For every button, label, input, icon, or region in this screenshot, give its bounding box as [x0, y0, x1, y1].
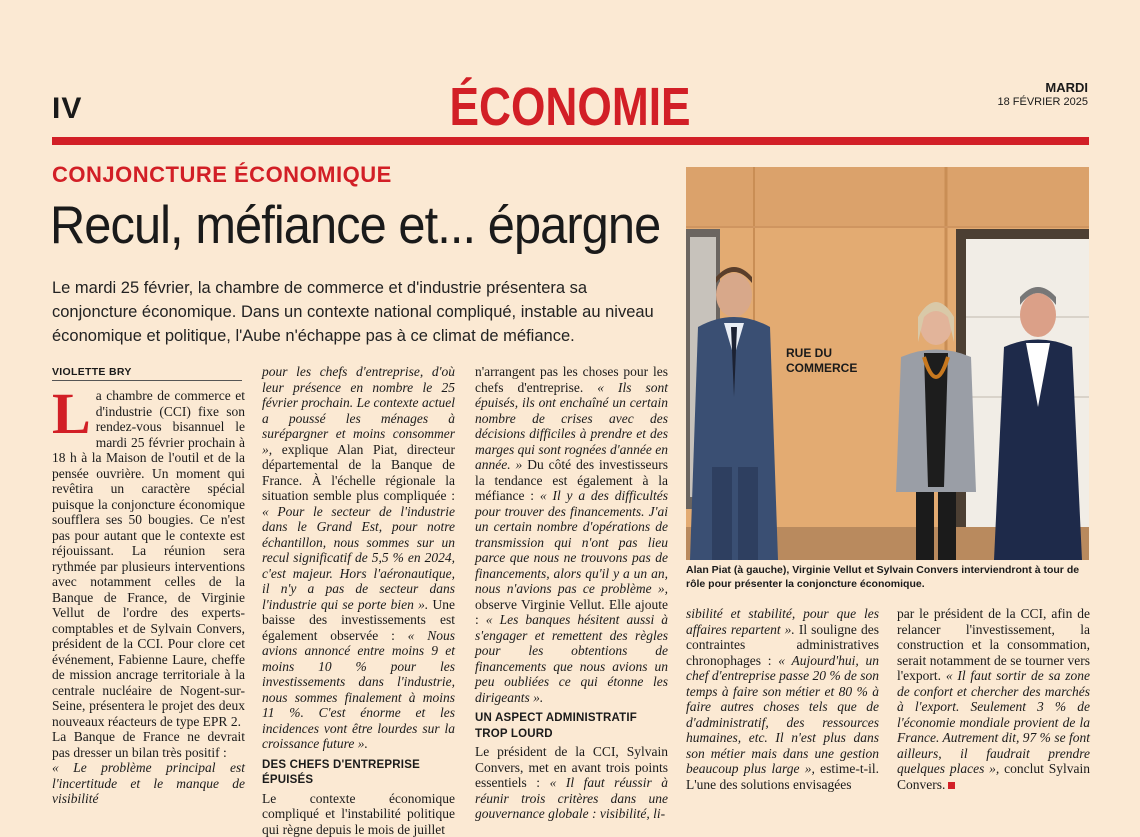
column-2-text-b: explique Alan Piat, directeur départemental de la Banque de France. À l'échelle régionale la situation semble plus compliquée : [262, 441, 455, 503]
end-mark-icon [948, 782, 955, 789]
column-5-text-a: par le président de la CCI, afin de relancer l'investissement, la construction et la consommation, serait notamment de se tourner vers l'export. [897, 606, 1090, 683]
article-photo [686, 167, 1089, 560]
column-2-quote-e: « Nous avions annoncé entre moins 9 et moins 10 % pour les investissements dans l'industrie, nous sommes finalement à moins 11 %. C'est énorme et les incidences vont être lourdes sur la croissance future ». [262, 627, 455, 751]
article-column-1 [52, 381, 245, 806]
article-column-5 [897, 606, 1090, 792]
column-5-quote-b: « Il faut sortir de sa zone de confort et chercher des marchés à l'export. Seulement 3 % de l'économie mondiale provient de la France. Autrement dit, 97 % se font ailleurs, il faudrait prendre quelques places », [897, 668, 1090, 776]
drop-cap: L [52, 381, 91, 446]
dateline-date: 18 FÉVRIER 2025 [997, 96, 1088, 108]
column-3-text-g: Le président de la CCI, Sylvain Convers, met en avant trois points essentiels : [475, 744, 668, 790]
column-3-quote-d: « Il y a des difficultés pour trouver des financements. J'ai un certain nombre d'opérations de transmission qui n'ont pas lieu parce que nous ne trouvons pas de financements, alors qu'il y a un an, nous n'avions pas ce problème », [475, 488, 668, 596]
column-2-quote-c: « Pour le secteur de l'industrie dans le Grand Est, pour notre échantillon, nous sommes sur un recul significatif de 5,5 % en 2024, c'est majeur. Hors l'aéronautique, il n'y a pas de secteur dans l'industrie qui se porte bien ». [262, 503, 455, 612]
article-kicker: CONJONCTURE ÉCONOMIQUE [52, 162, 392, 187]
sign-line-2: COMMERCE [786, 361, 858, 375]
column-3-text-e: observe Virginie Vellut. Elle ajoute : [475, 596, 668, 627]
photo-illustration [686, 167, 1089, 560]
column-1-text: a chambre de commerce et d'industrie (CCI) fixe son rendez-vous bisannuel le mardi 25 février prochain à 18 h à la Maison de l'outil et de la pensée ouvrière. Un moment qui revêtira un caractère spécial puisque la conjoncture économique soufflera ses 50 bougies. Ce n'est pas pour autant que le contexte est réjouissant. La réunion sera rythmée par plusieurs interventions avec notamment celles de la Banque de France, de Virginie Vellut de l'ordre des experts-comptables et de Sylvain Convers, président de la CCI. Pour clore cet événement, Fabienne Laure, cheffe de mission ancrage territoriale à la centrale nucléaire de Nogent-sur-Seine, présentera le projet des deux nouveaux réacteurs de type EPR 2. [52, 388, 245, 729]
section-rule [52, 137, 1089, 145]
column-3-text-c: Du côté des investisseurs la tendance est également à la méfiance : [475, 457, 668, 503]
column-3-quote-b: « Ils sont épuisés, ils ont enchaîné un certain nombre de crises avec des décisions difficiles à prendre et des marges qui sont rognées d'année en année. » [475, 379, 668, 472]
article-column-4 [686, 606, 880, 792]
column-4-text-b: Il souligne des contraintes administratives chronophages : [686, 621, 879, 668]
column-5-text-c: conclut Sylvain Convers. [897, 761, 1090, 792]
article-column-2 [262, 364, 455, 837]
dateline [998, 80, 1089, 110]
column-1-quote: « Le problème principal est l'incertitude et le manque de visibilité [52, 760, 245, 806]
column-1-text-b: La Banque de France ne devrait pas dresser un bilan très positif : [52, 729, 245, 760]
article-headline: Recul, méfiance et... épargne [50, 196, 661, 255]
subhead-aspect-administratif: UN ASPECT ADMINISTRATIF TROP LOURD [475, 712, 637, 740]
article-column-3 [475, 364, 668, 821]
column-2-text-f: Le contexte économique compliqué et l'instabilité politique qui règne depuis le mois de juillet [262, 790, 455, 837]
column-3-text-a: n'arrangent pas les choses pour les chefs d'entreprise. [475, 364, 668, 395]
page-number: IV [52, 92, 83, 125]
photo-caption: Alan Piat (à gauche), Virginie Vellut et Sylvain Convers interviendront à tour de rôle pour présenter la conjoncture économique. [686, 564, 1080, 590]
byline: VIOLETTE BRY [52, 366, 132, 378]
column-2-quote-a: pour les chefs d'entreprise, d'où leur présence en nombre le 25 février prochain. Le contexte actuel a poussé les ménages à surépargner et moins consommer », [262, 364, 455, 457]
section-title: ÉCONOMIE [449, 77, 691, 137]
sign-line-1: RUE DU [786, 346, 833, 360]
dateline-day: MARDI [1045, 80, 1088, 95]
column-4-quote-c: « Aujourd'hui, un chef d'entreprise passe 20 % de son temps à faire son métier et 80 % à faire autres choses tels que de d'administratif, des ressources humaines, etc. Il n'est plus dans son métier mais dans une gestion beaucoup plus large », [686, 652, 879, 776]
column-2-text-d: Une baisse des investissements est également observée : [262, 596, 455, 643]
column-3-quote-h: « Il faut réussir à réunir trois critères dans une gouvernance globale : visibilité, li- [475, 775, 668, 821]
column-3-quote-f: « Les banques hésitent aussi à s'engager et remettent des règles pour les obtentions de financements que nous avions un peu oubliées ce qui étonne les dirigeants ». [475, 612, 668, 705]
column-4-quote-a: sibilité et stabilité, pour que les affaires repartent ». [686, 606, 879, 637]
subhead-chefs-epuises: DES CHEFS D'ENTREPRISE ÉPUISÉS [262, 758, 420, 786]
article-lede: Le mardi 25 février, la chambre de commerce et d'industrie présentera sa conjoncture économique. Dans un contexte national compliqué, instable au niveau économique et politique, l'Aube n'échappe pas à ce climat de méfiance. [52, 279, 654, 345]
column-4-text-d: estime-t-il. L'une des solutions envisagées [686, 761, 880, 792]
